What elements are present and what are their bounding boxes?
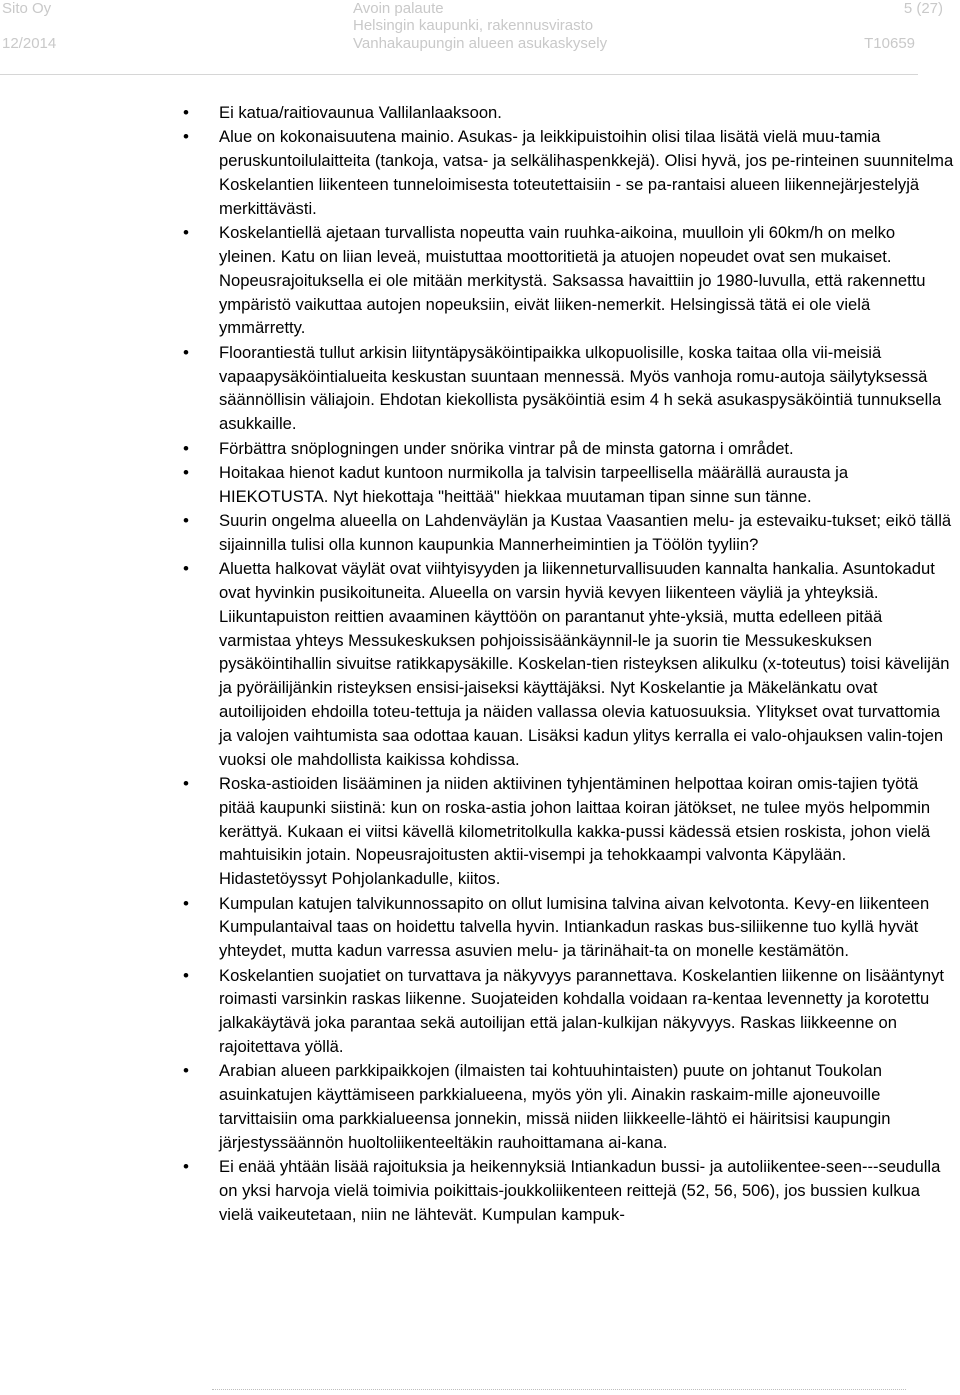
feedback-content — [0, 101, 960, 1227]
feedback-item: • Kumpulan katujen talvikunnossapito on ollut lumisina talvina aivan kelvotonta. Kevy-en liikenteen Kumpulantaival taas on hoidettu talvella hyvin. Intiankadun raskas bus-siliikenne tuo kyllä hyvät yhteydet, mutta kadun varressa asuvien melu- ja tärinähait-ta on monelle kestämätön. — [0, 892, 960, 963]
header-document-code: T10659 — [864, 35, 915, 52]
feedback-item: • Aluetta halkovat väylät ovat viihtyisyyden ja liikenneturvallisuuden kannalta hankalia. Asuntokadut ovat hyvinkin pusikoituneita. Alueella on varsin hyviä kevyen liikenteen väyliä ja yhteyksiä. Liikuntapuiston reittien avaaminen käyttöön on parantanut yhte-yksiä, mutta edelleen pitää varmistaa yhteys Messukeskuksen pohjoissisäänkäynnil-le ja suorin tie Messukeskuksen pysäköintihallin sivuitse ratikkapysäkille. Koskelan-tien risteyksen alikulku (x-toteutus) toisi kävelijän ja pyöräilijänkin risteyksen ensisi-jaiseksi käyttäjäksi. Nyt Koskelantie ja Mäkelänkatu ovat autoilijoiden ehdoilla toteu-tettuja ja näiden vallassa olevia katuosuuksia. Ylitykset ovat turvattomia ja valojen vaihtumista saa odottaa kauan. Lisäksi kadun ylitys kerralla ei valo-ohjauksen valin-tojen vuoksi ole mahdollista kaikissa kohdissa. — [0, 557, 960, 771]
page-header — [0, 0, 960, 80]
feedback-list — [0, 101, 960, 1227]
feedback-item: • Arabian alueen parkkipaikkojen (ilmaisten tai kohtuuhintaisten) puute on johtanut Toukolan asuinkatujen käyttämiseen parkkialueena, myös yön yli. Ainakin raskaim-mille ajoneuvoille tarvittaisiin oma parkkialueensa jonnekin, missä niiden liikkeelle-lähtö ei häiritsisi kaupungin järjestyssäännön huoltoliikenteeltäkin rauhoittamana ai-kana. — [0, 1059, 960, 1154]
feedback-item: • Floorantiestä tullut arkisin liityntäpysäköintipaikka ulkopuolisille, koska taitaa olla vii-meisiä vapaapysäköintialueita keskustan suuntaan mennessä. Myös vanhoja romu-autoja säilytyksessä säännöllisin väliajoin. Ehdotan kiekollista pysäköintiä esim 4 h sekä asukaspysäköintiä tunnuksella asukkaille. — [0, 341, 960, 436]
feedback-item: • Ei katua/raitiovaunua Vallilanlaaksoon. — [0, 101, 960, 125]
header-title-line3: Vanhakaupungin alueen asukaskysely — [353, 35, 608, 52]
header-page-number: 5 (27) — [903, 0, 943, 17]
feedback-item: • Förbättra snöplogningen under snörika vintrar på de minsta gatorna i området. — [0, 437, 960, 461]
header-title-line1: Avoin palaute — [353, 0, 444, 17]
header-divider — [0, 74, 918, 75]
feedback-item: • Koskelantiellä ajetaan turvallista nopeutta vain ruuhka-aikoina, muulloin yli 60km/h on melko yleinen. Katu on liian leveä, muistuttaa moottoritietä ja atuojen nopeudet ovat sen mukaiset. Nopeusrajoituksella ei ole mitään merkitystä. Saksassa havaittiin jo 1980-luvulla, että rakennettu ympäristö vaikuttaa autojen nopeuksiin, eivät liiken-nemerkit. Helsingissä tätä ei ole vielä ymmärretty. — [0, 221, 960, 340]
feedback-item: • Ei enää yhtään lisää rajoituksia ja heikennyksiä Intiankadun bussi- ja autoliikentee-seen---seudulla on yksi harvoja vielä toimivia poikittais-joukkoliikenteen reittejä (52, 56, 506), jos bussien kulkua vielä vaikeutetaan, niin ne lähtevät. Kumpulan kampuk- — [0, 1155, 960, 1226]
header-title-line2: Helsingin kaupunki, rakennusvirasto — [353, 17, 594, 34]
feedback-item: • Roska-astioiden lisääminen ja niiden aktiivinen tyhjentäminen helpottaa koiran omis-tajien työtä pitää kaupunki siistinä: kun on roska-astia johon laittaa koiran jätökset, ne tulee myös helpommin kerättyä. Kukaan ei viitsi kävellä kilometritolkulla kakka-pussi kädessä etsien roskista, johon vielä mahtuisikin jotain. Nopeusrajoitusten aktii-visempi ja tehokkaampi valvonta Käpylään. Hidastetöyssyt Pohjolankadulle, kiitos. — [0, 772, 960, 891]
footer-divider — [212, 1389, 906, 1390]
feedback-item: • Suurin ongelma alueella on Lahdenväylän ja Kustaa Vaasantien melu- ja estevaiku-tukset; eikö tällä sijainnilla tulisi olla kunnon kaupunkia Mannerheimintien ja Töölön tyyliin? — [0, 509, 960, 557]
feedback-item: • Alue on kokonaisuutena mainio. Asukas- ja leikkipuistoihin olisi tilaa lisätä vielä muu-tamia peruskuntoilulaitteita (tankoja, vatsa- ja selkälihaspenkkejä). Olisi hyvä, jos pe-rinteinen suunnitelma Koskelantien liikenteen tunneloimisesta toteutettaisiin - se pa-rantaisi alueen liikennejärjestelyjä merkittävästi. — [0, 125, 960, 220]
feedback-item: • Koskelantien suojatiet on turvattava ja näkyvyys parannettava. Koskelantien liikenne on lisääntynyt roimasti varsinkin raskas liikenne. Suojateiden kohdalla voidaan ra-kentaa levennetty ja korotettu jalkakäytävä joka parantaa sekä autoilijan että jalan-kulkijan näkyvyys. Raskas liikkeenne on rajoitettava yöllä. — [0, 964, 960, 1059]
header-company: Sito Oy — [2, 0, 52, 17]
feedback-item: • Hoitakaa hienot kadut kuntoon nurmikolla ja talvisin tarpeellisella määrällä aurausta ja HIEKOTUSTA. Nyt hiekottaja "heittää" hiekkaa muutaman tipan sinne sun tänne. — [0, 461, 960, 509]
header-date: 12/2014 — [2, 35, 57, 52]
